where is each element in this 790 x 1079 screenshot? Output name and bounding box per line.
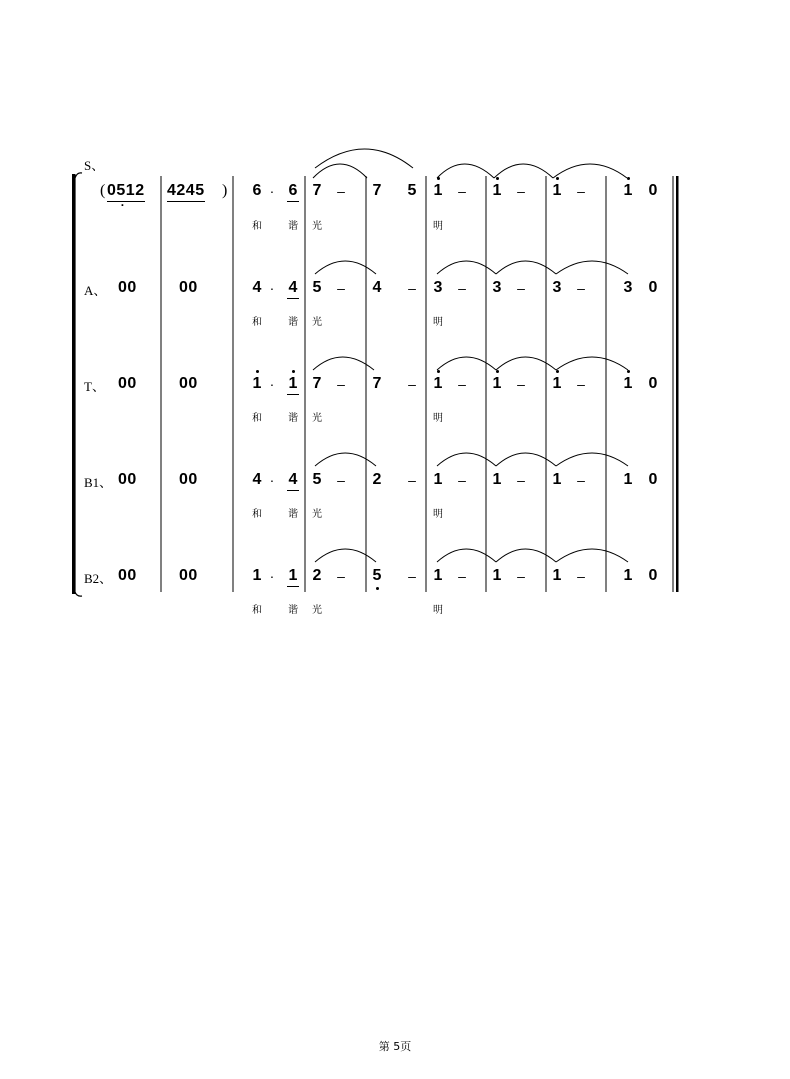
- slur-a-3: [496, 261, 556, 274]
- alto-rest-2: 00: [179, 279, 198, 296]
- page-footer: 第 5页: [378, 1040, 412, 1053]
- note-glyph: 0: [648, 375, 658, 392]
- slur-b2-3: [496, 549, 556, 562]
- note-glyph: 1: [623, 567, 633, 584]
- note-glyph: 5: [372, 567, 382, 584]
- note-glyph: –: [577, 472, 585, 488]
- intro-group-1-text: 0512: [107, 182, 145, 199]
- slur-b2-4: [556, 549, 628, 562]
- final-barline-thick: [676, 176, 679, 592]
- note-glyph: –: [517, 280, 525, 296]
- alto-lyric: 光: [312, 317, 322, 328]
- note-glyph: 1: [433, 471, 443, 488]
- note-glyph: ·: [269, 183, 275, 199]
- note-glyph: 0: [648, 471, 658, 488]
- note-glyph: 1: [252, 567, 262, 584]
- note-glyph: –: [408, 280, 416, 296]
- note-glyph: ·: [269, 472, 275, 488]
- slur-a-4: [556, 261, 628, 274]
- part-label-tenor: T、: [84, 379, 105, 394]
- note-glyph: 5: [312, 471, 322, 488]
- note-glyph: 1: [552, 471, 562, 488]
- note-glyph: 4: [372, 279, 382, 296]
- note-glyph: –: [517, 568, 525, 584]
- note-glyph: 0: [648, 279, 658, 296]
- note-glyph: 4: [252, 279, 262, 296]
- note-glyph: 2: [312, 567, 322, 584]
- note-glyph: 6: [288, 182, 298, 199]
- alto-lyric: 明: [433, 317, 443, 328]
- slur-b1-2: [437, 453, 496, 466]
- note-glyph: –: [408, 472, 416, 488]
- intro-low-dot: ·: [120, 198, 126, 212]
- note-glyph: –: [517, 183, 525, 199]
- note-glyph: –: [337, 183, 345, 199]
- slur-a-2: [437, 261, 496, 274]
- slur-s-1: [313, 164, 367, 178]
- note-glyph: –: [577, 280, 585, 296]
- note-glyph: 1: [623, 182, 633, 199]
- note-glyph: 1: [433, 375, 443, 392]
- note-glyph: –: [458, 183, 466, 199]
- note-glyph: 3: [433, 279, 443, 296]
- note-glyph: 1: [552, 567, 562, 584]
- slur-b1-3: [496, 453, 556, 466]
- slur-s-5: [553, 164, 627, 178]
- system-bracket: [75, 173, 82, 596]
- note-glyph: 1: [623, 471, 633, 488]
- slur-t-3: [496, 357, 556, 370]
- note-glyph: 1: [288, 375, 298, 392]
- bass1-lyric: 光: [312, 509, 322, 520]
- note-glyph: ·: [269, 280, 275, 296]
- slur-b2-1: [315, 549, 376, 562]
- note-glyph: 1: [433, 567, 443, 584]
- tenor-lyric: 光: [312, 413, 322, 424]
- tenor-lyric: 明: [433, 413, 443, 424]
- slur-b1-1: [315, 453, 376, 466]
- soprano-lyric: 明: [433, 221, 443, 232]
- intro-close-paren: ): [222, 182, 228, 199]
- note-glyph: 1: [433, 182, 443, 199]
- soprano-lyric: 光: [312, 221, 322, 232]
- slur-b2-2: [437, 549, 496, 562]
- note-glyph: –: [458, 472, 466, 488]
- note-glyph: –: [458, 376, 466, 392]
- note-glyph: 1: [552, 182, 562, 199]
- bass2-lyric: 谐: [288, 605, 298, 616]
- slur-t-4: [556, 357, 628, 370]
- note-glyph: 4: [288, 279, 298, 296]
- soprano-lyric: 谐: [288, 221, 298, 232]
- note-glyph: 7: [312, 182, 322, 199]
- note-glyph: –: [577, 376, 585, 392]
- bass1-lyric: 谐: [288, 509, 298, 520]
- note-glyph: ·: [269, 376, 275, 392]
- bass2-rest-2: 00: [179, 567, 198, 584]
- slur-t-2: [437, 357, 496, 370]
- intro-open-paren: (: [100, 182, 106, 199]
- note-glyph: 1: [492, 567, 502, 584]
- part-label-alto: A、: [84, 283, 107, 298]
- slur-t-1: [313, 357, 374, 370]
- note-glyph: 1: [492, 471, 502, 488]
- bass2-lyric: 光: [312, 605, 322, 616]
- tenor-rest-1: 00: [118, 375, 137, 392]
- alto-lyric: 谐: [288, 317, 298, 328]
- note-glyph: –: [458, 280, 466, 296]
- note-glyph: –: [337, 568, 345, 584]
- note-glyph: 6: [252, 182, 262, 199]
- part-label-bass2: B2、: [84, 571, 113, 586]
- bass1-rest-1: 00: [118, 471, 137, 488]
- bass2-lyric: 明: [433, 605, 443, 616]
- note-glyph: –: [458, 568, 466, 584]
- alto-lyric: 和: [252, 317, 262, 328]
- note-glyph: 3: [552, 279, 562, 296]
- note-glyph: 4: [252, 471, 262, 488]
- note-glyph: –: [517, 472, 525, 488]
- tenor-lyric: 谐: [288, 413, 298, 424]
- note-glyph: 7: [372, 375, 382, 392]
- bass1-lyric: 和: [252, 509, 262, 520]
- note-glyph: –: [577, 568, 585, 584]
- intro-group-2-text: 4245: [167, 182, 205, 199]
- note-glyph: 0: [648, 182, 658, 199]
- note-glyph: 3: [492, 279, 502, 296]
- tenor-lyric: 和: [252, 413, 262, 424]
- note-glyph: 3: [623, 279, 633, 296]
- note-glyph: 1: [552, 375, 562, 392]
- slur-a-1: [315, 261, 376, 274]
- slur-s-4: [494, 164, 553, 178]
- note-glyph: 2: [372, 471, 382, 488]
- note-glyph: –: [408, 376, 416, 392]
- note-glyph: 1: [288, 567, 298, 584]
- note-glyph: 4: [288, 471, 298, 488]
- soprano-lyric: 和: [252, 221, 262, 232]
- note-glyph: –: [517, 376, 525, 392]
- bass2-rest-1: 00: [118, 567, 137, 584]
- note-glyph: 5: [312, 279, 322, 296]
- note-glyph: –: [337, 376, 345, 392]
- note-glyph: –: [408, 568, 416, 584]
- note-glyph: –: [337, 280, 345, 296]
- system-bracket-bar: [72, 174, 76, 594]
- note-glyph: –: [577, 183, 585, 199]
- tenor-rest-2: 00: [179, 375, 198, 392]
- note-glyph: 0: [648, 567, 658, 584]
- slur-s-2: [315, 149, 413, 168]
- note-glyph: 5: [407, 182, 417, 199]
- note-glyph: 7: [372, 182, 382, 199]
- note-glyph: 1: [252, 375, 262, 392]
- bass2-lyric: 和: [252, 605, 262, 616]
- note-glyph: –: [337, 472, 345, 488]
- note-glyph: 7: [312, 375, 322, 392]
- slur-b1-4: [556, 453, 628, 466]
- note-glyph: 1: [623, 375, 633, 392]
- alto-rest-1: 00: [118, 279, 137, 296]
- slur-s-3: [437, 164, 494, 178]
- part-label-soprano: S、: [84, 158, 105, 173]
- bass1-rest-2: 00: [179, 471, 198, 488]
- note-glyph: 1: [492, 375, 502, 392]
- note-glyph: 1: [492, 182, 502, 199]
- bass1-lyric: 明: [433, 509, 443, 520]
- note-glyph: ·: [269, 568, 275, 584]
- part-label-bass1: B1、: [84, 475, 113, 490]
